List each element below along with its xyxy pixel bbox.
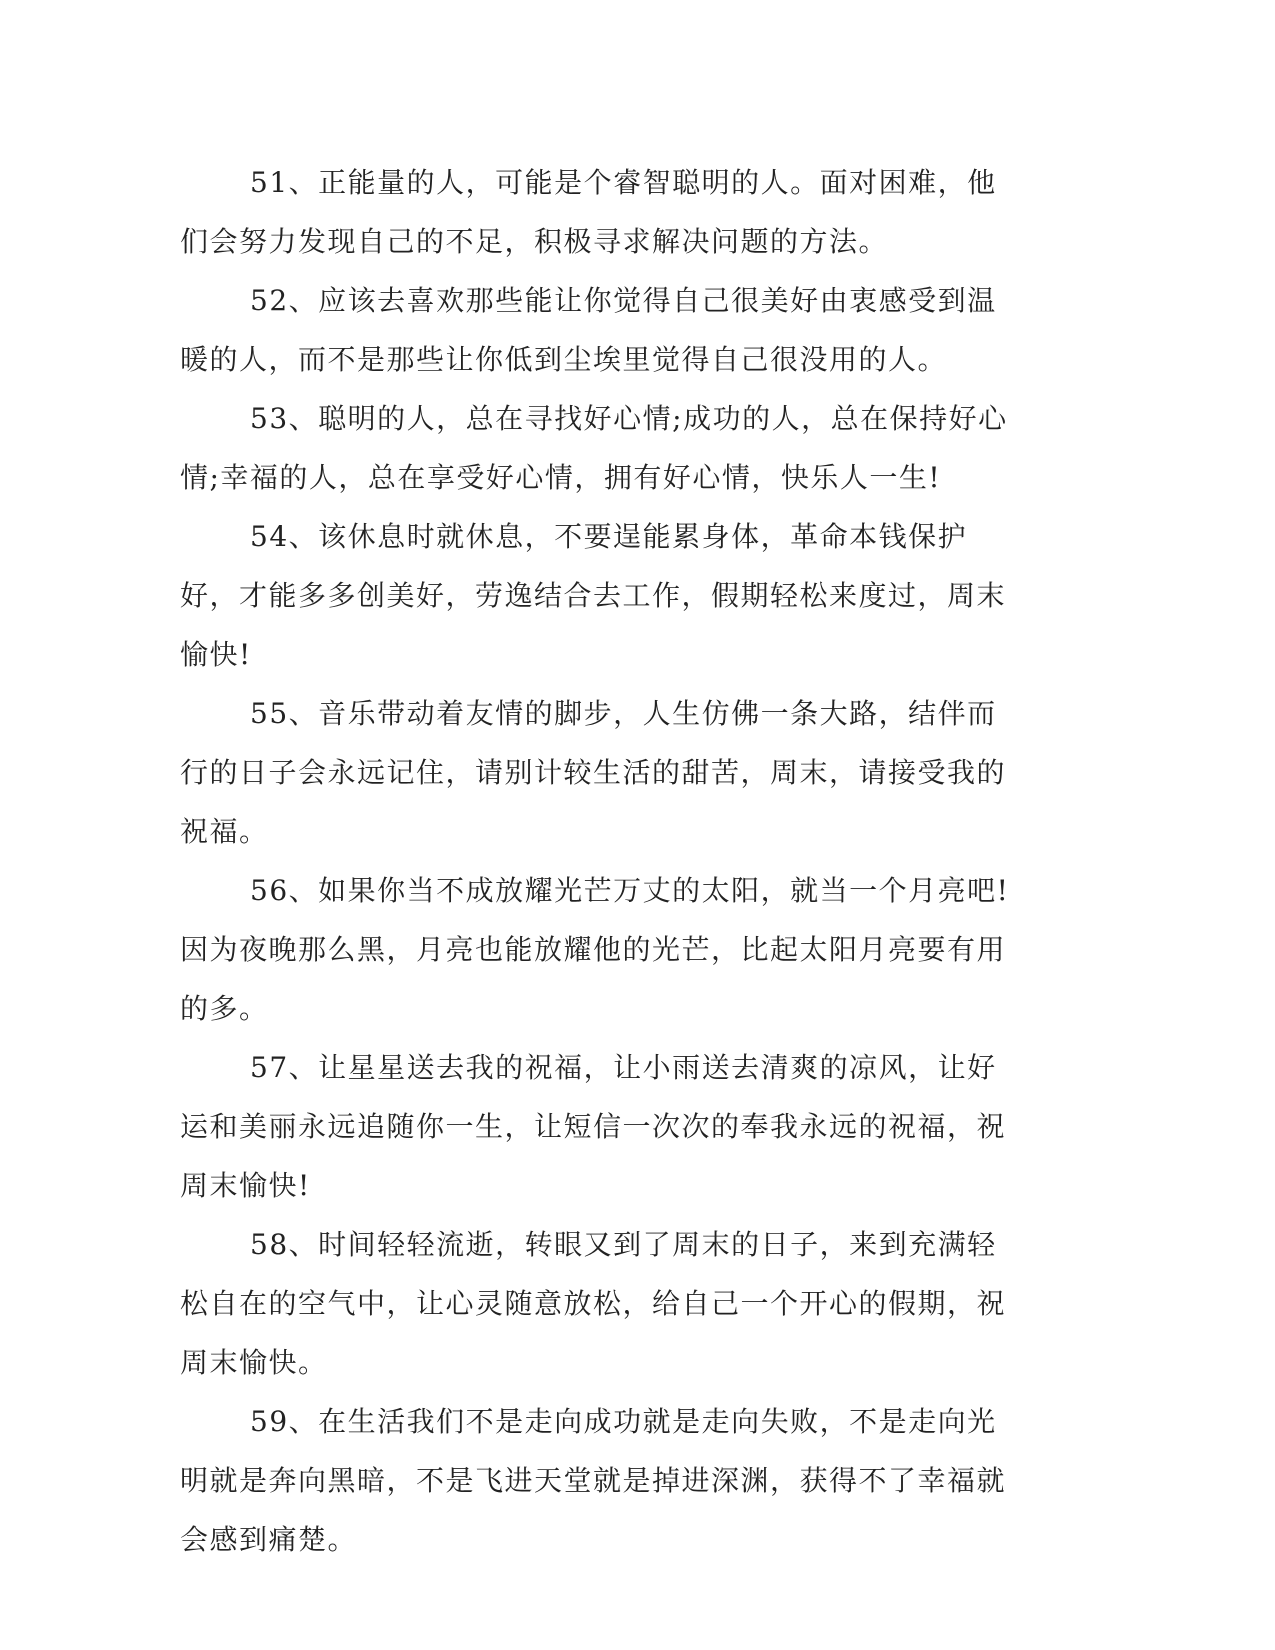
paragraph-56: 56、如果你当不成放耀光芒万丈的太阳，就当一个月亮吧!因为夜晚那么黑，月亮也能放耀他的光芒，比起太阳月亮要有用的多。 xyxy=(180,874,1010,1025)
paragraph-55: 55、音乐带动着友情的脚步，人生仿佛一条大路，结伴而行的日子会永远记住，请别计较生活的甜苦，周末，请接受我的祝福。 xyxy=(180,697,1007,848)
paragraph-57: 57、让星星送去我的祝福，让小雨送去清爽的凉风，让好运和美丽永远追随你一生，让短信一次次的奉我永远的祝福，祝周末愉快! xyxy=(180,1051,1007,1202)
document-body xyxy=(180,153,1026,1569)
paragraph-52: 52、应该去喜欢那些能让你觉得自己很美好由衷感受到温暖的人，而不是那些让你低到尘埃里觉得自己很没用的人。 xyxy=(180,284,997,376)
paragraph-59: 59、在生活我们不是走向成功就是走向失败，不是走向光明就是奔向黑暗，不是飞进天堂就是掉进深渊，获得不了幸福就会感到痛楚。 xyxy=(180,1405,1007,1556)
paragraph-51: 51、正能量的人，可能是个睿智聪明的人。面对困难，他们会努力发现自己的不足，积极寻求解决问题的方法。 xyxy=(180,166,997,258)
paragraph-54: 54、该休息时就休息，不要逞能累身体，革命本钱保护好，才能多多创美好，劳逸结合去工作，假期轻松来度过，周末愉快! xyxy=(180,520,1007,671)
paragraph-53: 53、聪明的人，总在寻找好心情;成功的人，总在保持好心情;幸福的人，总在享受好心情，拥有好心情，快乐人一生! xyxy=(180,402,1008,494)
paragraph-58: 58、时间轻轻流逝，转眼又到了周末的日子，来到充满轻松自在的空气中，让心灵随意放松，给自己一个开心的假期，祝周末愉快。 xyxy=(180,1228,1007,1379)
